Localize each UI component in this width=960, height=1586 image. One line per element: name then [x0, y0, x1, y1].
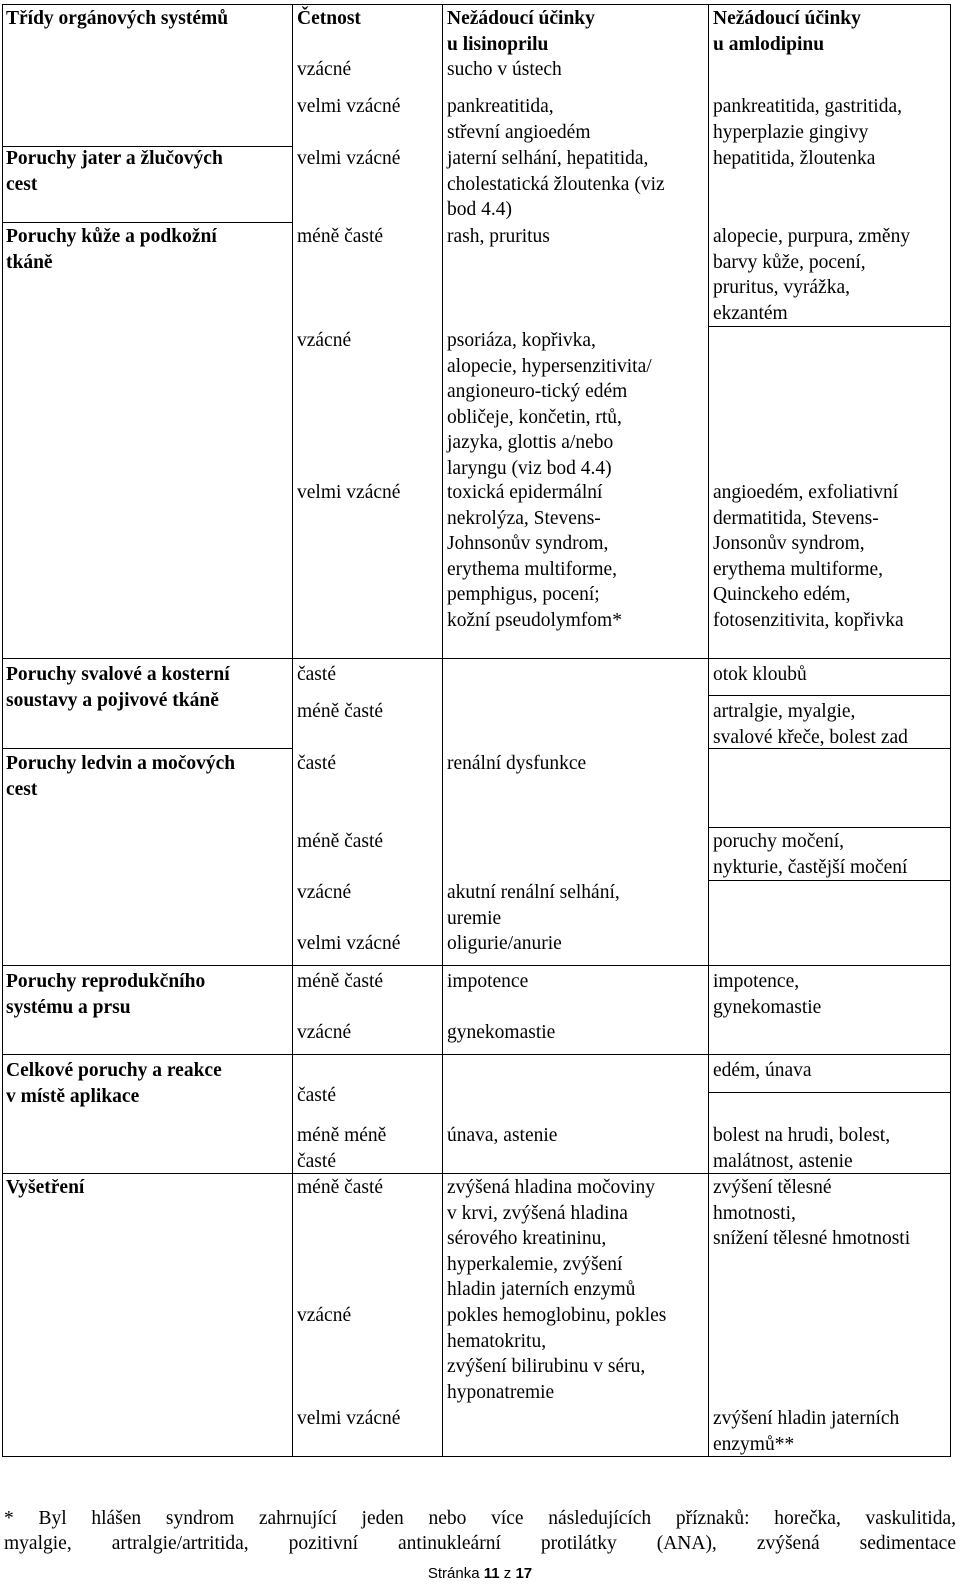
lisinopril-effect: impotence [447, 971, 529, 992]
rule [292, 4, 293, 1457]
frequency-cell: méně časté [297, 701, 384, 722]
organ-class-label: Celkové poruchy a reakce v místě aplikace [6, 1060, 222, 1107]
frequency-cell: méně časté [297, 226, 384, 247]
footnote-line-2: myalgie, artralgie/artritida, pozitivní antinukleární protilátky (ANA), zvýšená sedimentace [4, 1533, 956, 1554]
page-total: 17 [515, 1565, 533, 1582]
amlodipine-effect: otok kloubů [713, 664, 807, 685]
rule-left [2, 4, 3, 1457]
organ-class-label: Poruchy kůže a podkožní tkáně [6, 226, 217, 273]
header-organ-class: Třídy orgánových systémů [6, 8, 229, 29]
rule-top [2, 4, 950, 5]
header-amlodipine: Nežádoucí účinky u amlodipinu [713, 8, 861, 55]
organ-class-label: Poruchy reprodukčního systému a prsu [6, 971, 206, 1018]
organ-class-label: Vyšetření [6, 1177, 85, 1198]
page-current: 11 [483, 1565, 500, 1582]
organ-class-label: Poruchy jater a žlučových cest [6, 148, 223, 195]
frequency-cell: velmi vzácné [297, 96, 401, 117]
amlodipine-effect: bolest na hrudi, bolest, malátnost, astenie [713, 1125, 891, 1172]
lisinopril-effect: rash, pruritus [447, 226, 550, 247]
lisinopril-effect: oligurie/anurie [447, 933, 562, 954]
page-number [0, 1564, 960, 1584]
frequency-cell: časté [297, 753, 336, 774]
page-prefix: Stránka [427, 1565, 480, 1582]
rule [708, 695, 950, 696]
rule [708, 827, 950, 828]
organ-class-label: Poruchy ledvin a močových cest [6, 753, 236, 800]
frequency-cell: velmi vzácné [297, 482, 401, 503]
frequency-cell: časté [297, 1085, 336, 1106]
amlodipine-effect: artralgie, myalgie, svalové křeče, bolest zad [713, 701, 908, 748]
rule [2, 748, 292, 749]
rule [2, 658, 950, 659]
lisinopril-effect: únava, astenie [447, 1125, 558, 1146]
page-sep: z [503, 1565, 512, 1582]
footnote-line-1: * Byl hlášen syndrom zahrnující jeden nebo více následujících příznaků: horečka, vaskulitida, [4, 1508, 956, 1529]
rule [2, 965, 950, 966]
lisinopril-effect: psoriáza, kopřivka, alopecie, hypersenzitivita/ angioneuro-tický edém obličeje, končetin, rtů, jazyka, glottis a/nebo laryngu (viz bod 4.4) [447, 330, 652, 479]
rule [708, 880, 950, 881]
frequency-cell: časté [297, 664, 336, 685]
frequency-cell: vzácné [297, 1022, 352, 1043]
lisinopril-effect: jaterní selhání, hepatitida, cholestatická žloutenka (viz bod 4.4) [447, 148, 665, 220]
frequency-cell: vzácné [297, 882, 352, 903]
rule [2, 222, 292, 223]
lisinopril-effect: akutní renální selhání, uremie [447, 882, 620, 929]
amlodipine-effect: edém, únava [713, 1060, 812, 1081]
lisinopril-effect: renální dysfunkce [447, 753, 587, 774]
frequency-cell: méně méně časté [297, 1125, 387, 1172]
amlodipine-effect: poruchy močení, nykturie, častější močení [713, 831, 908, 878]
amlodipine-effect: pankreatitida, gastritida, hyperplazie gingivy [713, 96, 902, 143]
rule [708, 1092, 950, 1093]
frequency-cell: vzácné [297, 330, 352, 351]
header-frequency: Četnost [297, 8, 361, 29]
amlodipine-effect: alopecie, purpura, změny barvy kůže, pocení, pruritus, vyrážka, ekzantém [713, 226, 911, 324]
amlodipine-effect: zvýšení hladin jaterních enzymů** [713, 1408, 900, 1455]
lisinopril-effect: toxická epidermální nekrolýza, Stevens- Johnsonův syndrom, erythema multiforme, pemphigus, pocení; kožní pseudolymfom* [447, 482, 622, 631]
amlodipine-effect: zvýšení tělesné hmotnosti, snížení tělesné hmotnosti [713, 1177, 911, 1249]
frequency-cell: velmi vzácné [297, 1408, 401, 1429]
organ-class-label: Poruchy svalové a kosterní soustavy a pojivové tkáně [6, 664, 230, 711]
rule [442, 4, 443, 1457]
rule [2, 1054, 950, 1055]
amlodipine-effect: angioedém, exfoliativní dermatitida, Stevens- Jonsonův syndrom, erythema multiforme, Quinckeho edém, fotosenzitivita, kopřivka [713, 482, 904, 631]
frequency-cell: velmi vzácné [297, 933, 401, 954]
header-lisinopril: Nežádoucí účinky u lisinoprilu [447, 8, 595, 55]
frequency-cell: vzácné [297, 59, 352, 80]
frequency-cell: velmi vzácné [297, 148, 401, 169]
amlodipine-effect: impotence, gynekomastie [713, 971, 822, 1018]
lisinopril-effect: pankreatitida, střevní angioedém [447, 96, 591, 143]
rule [708, 4, 709, 1457]
rule [708, 326, 950, 327]
lisinopril-effect: gynekomastie [447, 1022, 556, 1043]
frequency-cell: méně časté [297, 831, 384, 852]
lisinopril-effect: zvýšená hladina močoviny v krvi, zvýšená hladina sérového kreatininu, hyperkalemie, zvýšení hladin jaterních enzymů [447, 1177, 655, 1300]
lisinopril-effect: pokles hemoglobinu, pokles hematokritu, zvýšení bilirubinu v séru, hyponatremie [447, 1305, 667, 1403]
frequency-cell: méně časté [297, 971, 384, 992]
amlodipine-effect: hepatitida, žloutenka [713, 148, 876, 169]
lisinopril-effect: sucho v ústech [447, 59, 562, 80]
frequency-cell: méně časté [297, 1177, 384, 1198]
rule-right [950, 4, 951, 1457]
frequency-cell: vzácné [297, 1305, 352, 1326]
